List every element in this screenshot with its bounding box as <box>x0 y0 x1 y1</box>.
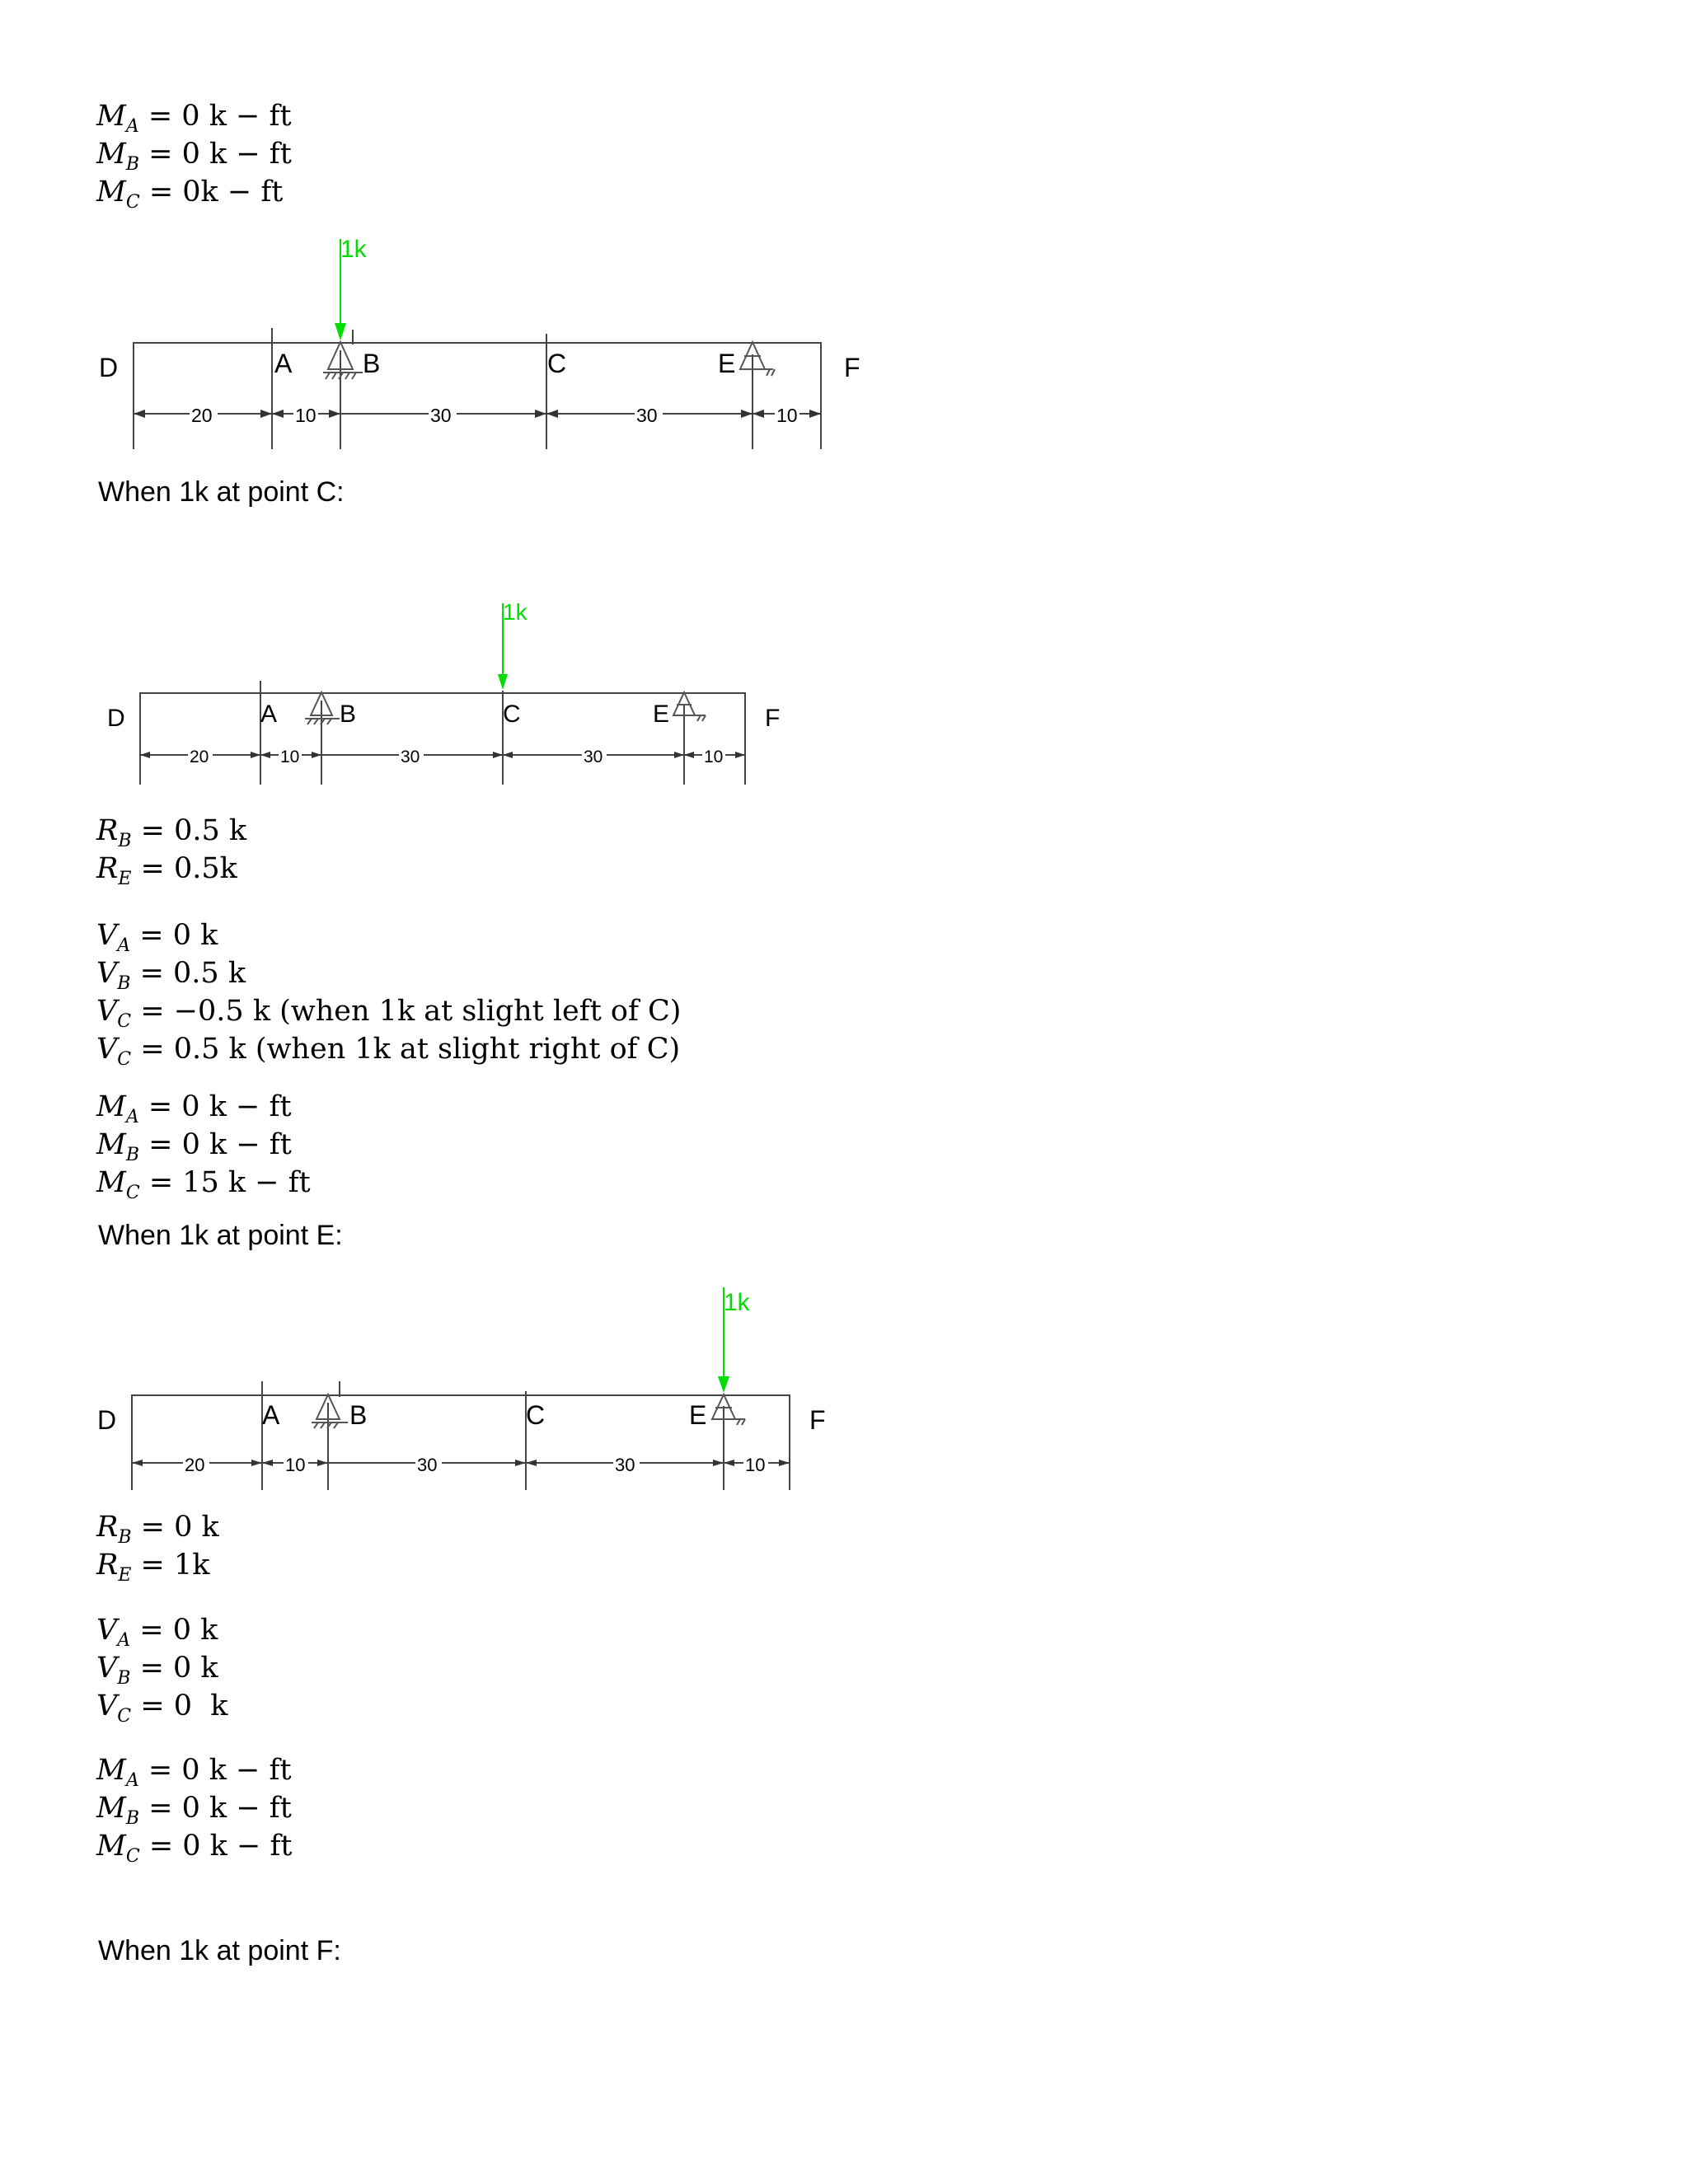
equation: $V_A = 0$ k <box>96 1614 218 1651</box>
heading-point-e: When 1k at point E: <box>98 1220 343 1251</box>
equation: $V_C = 0$ k <box>96 1690 228 1727</box>
dim-30: 30 <box>401 748 420 766</box>
label-b: B <box>363 349 381 378</box>
equation: $V_B = 0.5$ k <box>96 957 246 994</box>
ground-hatch-icon <box>695 715 706 721</box>
equation: $M_B = 0$ k − ft <box>96 1792 292 1829</box>
equation: $R_E = 0.5k$ <box>96 852 237 889</box>
load-arrow-head-icon <box>718 1376 729 1393</box>
label-c: C <box>503 701 521 728</box>
dim-30: 30 <box>430 405 452 426</box>
beam-top-line <box>140 692 745 694</box>
dim-10: 10 <box>776 405 798 426</box>
load-arrow-head-icon <box>335 323 346 340</box>
label-c: C <box>547 349 567 378</box>
label-b: B <box>349 1400 368 1430</box>
label-e: E <box>689 1400 707 1430</box>
label-b: B <box>340 701 357 728</box>
beam-diagram-load-at-e <box>0 1277 890 1492</box>
ground-hatch-icon <box>765 369 775 376</box>
load-label: 1k <box>340 236 367 263</box>
heading-point-c: When 1k at point C: <box>98 476 345 508</box>
heading-point-f: When 1k at point F: <box>98 1935 341 1966</box>
label-c: C <box>526 1400 546 1430</box>
ground-hatch-icon <box>323 373 363 379</box>
dim-10: 10 <box>704 748 724 766</box>
dim-10: 10 <box>285 1455 306 1475</box>
moments-block-c <box>96 1088 311 1202</box>
ground-hatch-icon <box>735 1419 745 1425</box>
label-e: E <box>653 701 670 728</box>
label-a: A <box>262 1400 280 1430</box>
equation: $V_A = 0$ k <box>96 919 218 956</box>
beam-top-line <box>134 342 821 344</box>
label-d: D <box>97 1405 117 1435</box>
dim-30: 30 <box>417 1455 438 1475</box>
equation: $V_B = 0$ k <box>96 1652 218 1689</box>
load-arrow-head-icon <box>498 674 508 690</box>
equation: $M_B = 0$ k − ft <box>96 138 292 175</box>
equation: $M_C = 0k$ − ft <box>96 176 284 213</box>
beam-top-line <box>132 1394 790 1396</box>
reactions-block-e <box>96 1508 219 1584</box>
equation: $V_C = 0.5$ k (when 1k at slight right of C) <box>96 1033 681 1070</box>
label-f: F <box>765 705 781 732</box>
equation: $M_A = 0$ k − ft <box>96 1090 292 1127</box>
load-label: 1k <box>724 1289 750 1316</box>
shears-block-e <box>96 1611 227 1725</box>
label-f: F <box>809 1405 826 1435</box>
label-d: D <box>107 705 125 732</box>
equation: $R_B = 0$ k <box>96 1511 219 1548</box>
reactions-block-c <box>96 812 246 888</box>
label-a: A <box>260 701 278 728</box>
equation: $M_A = 0$ k − ft <box>96 100 292 137</box>
label-a: A <box>274 349 293 378</box>
dim-10: 10 <box>280 748 300 766</box>
dim-30: 30 <box>636 405 658 426</box>
ground-hatch-icon <box>312 1422 348 1428</box>
dim-20: 20 <box>191 405 213 426</box>
equation: $R_B = 0.5$ k <box>96 814 247 851</box>
equation: $R_E = 1k$ <box>96 1549 210 1586</box>
beam-diagram-load-at-c <box>0 593 890 791</box>
dim-30: 30 <box>584 748 603 766</box>
beam-diagram-load-at-b <box>0 231 890 462</box>
dim-20: 20 <box>190 748 209 766</box>
shears-block-c <box>96 916 681 1068</box>
moments-block-e <box>96 1751 292 1865</box>
label-d: D <box>99 353 119 382</box>
dim-10: 10 <box>745 1455 766 1475</box>
equation: $M_C = 0$ k − ft <box>96 1830 293 1867</box>
moments-block-1 <box>96 97 292 211</box>
load-label: 1k <box>503 599 528 625</box>
equation: $V_C = -0.5$ k (when 1k at slight left of C) <box>96 995 682 1032</box>
dim-30: 30 <box>615 1455 635 1475</box>
label-f: F <box>844 353 860 382</box>
equation: $M_A = 0$ k − ft <box>96 1754 292 1791</box>
equation: $M_B = 0$ k − ft <box>96 1128 292 1165</box>
equation: $M_C = 15$ k − ft <box>96 1166 311 1203</box>
dim-20: 20 <box>185 1455 205 1475</box>
label-e: E <box>718 349 736 378</box>
dim-10: 10 <box>295 405 316 426</box>
